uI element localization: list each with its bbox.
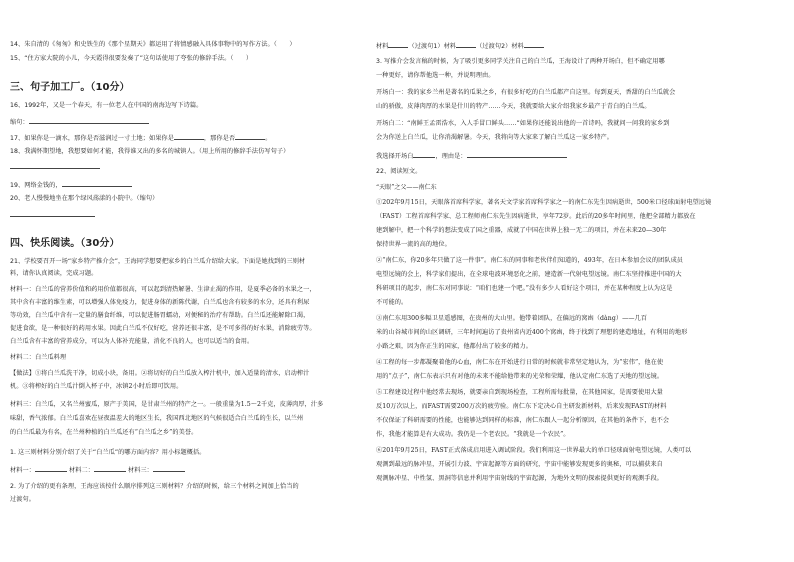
answer-blank[interactable] [29,117,149,124]
answer-line[interactable] [10,216,95,217]
para-1-line2: （FAST）工程首席科学家、总工程师南仁东先生因病逝世，享年72岁。此后的20多年时间里，他把全部精力都放在 [376,213,696,220]
material-2-title: 材料二：白兰瓜料理 [10,354,67,361]
answer-blank[interactable] [467,151,567,158]
answer-blank[interactable] [456,41,476,48]
question-17 [10,133,271,143]
question-16-label: 缩句： [10,119,29,126]
para-5-line1: ⑤工程建设过程中他经常去现场，就要亲自到现场检查，工程所需每批量，在其他国家，是需要使用大量 [376,389,663,396]
material-2-line2: 机。③将榨好的白兰瓜汁倒入杯子中，冰镇2小时后即可饮用。 [10,383,183,390]
material-3-label: 材料三： [127,467,153,474]
question-21-line1: 21、学校要召开一场“家乡特产推介会”，王海同学想要把家乡的白兰瓜介绍给大家。下面是她找到的三则材 [10,258,306,265]
para-6-line1: ⑥201年9月25日，FAST正式落成启用进入调试阶段。我们利用这一世界最大的单口径球面射电望远镜，人类可以 [376,447,692,454]
material-1-line2: 其中含有丰富的维生素，可以增强人体免疫力，促进身体的新陈代谢，白兰瓜也含有较多的水分，还具有利尿 [10,299,310,306]
material-2-line1: 【做法】①将白兰瓜洗干净，切成小块，备用。②将切好的白兰瓜放入榨汁机中，加入适量的清水，启动榨汁 [10,370,310,377]
para-1-line1: ①202年9月15日，天眼落首席科学家，著名天文学家首席科学家之一的南仁东先生因病逝世，500米口径球面射电望远镜 [376,199,712,206]
para-3-line2: 米的山谷城市间的山区调研，三年时间遍访了贵州省内近400个窝凼，终于找到了理想的建造地址，有利用的地形 [376,329,688,336]
opening-1-line1: 开场白一：我的家乡兰州是著名的瓜果之乡，有很多好吃的白兰瓜都产自这里。每到夏天，香甜的白兰瓜就会 [376,89,676,96]
question-14: 14、朱自清的《匆匆》和史铁生的《那个星期天》都运用了将情感融入具体事物中的写作方法。（ ） [10,41,296,48]
question-17-text: 17、如果你是一滴水，那你是否滋润过一寸土地；如果你是 [10,135,174,142]
para-3-line3: 小路之艰，因为你正生的国家，他都付出了较多的精力。 [376,343,532,350]
material-3-line1: 材料三：白兰瓜，又名兰州蜜瓜，原产于美国，是甘肃兰州的特产之一。一般重量为1.5～2千克，皮薄肉厚，汁多 [10,401,324,408]
question-15: 15、“住方家大院的小儿，今天霞得很要发奏了”这句话使用了夸张的修辞手法。（ ） [10,55,253,62]
choice-label: 我选择开场白 [376,153,414,160]
question-16: 16、1992年，又是一个春天，有一位老人在中国的南海边写下诗篇。 [10,102,203,109]
answer-blank[interactable] [413,151,435,158]
question-21-line2: 料，请你认真阅读，完成习题。 [10,270,98,277]
para-5-line3: 不仅保证了科研需要的性能，也能够达到同样的标准，南仁东跟人一起分析原因，在其他的条件下，也不会 [376,417,670,424]
question-17-mid: ，那你是否 [203,135,236,142]
para-2-line3: 科研项目的起步，南仁东对同事说：“咱们也建一个吧。”没有多少人看好这个项目，并在某种程度上认为这是 [376,285,673,292]
question-19-text: 19、网络金钱的， [10,182,62,189]
question-20: 20、老人慢慢地坐在那个绿风荡漾的小院中。（缩句） [10,195,159,202]
answer-blank[interactable] [235,133,265,140]
para-4-line2: 用的“点子”，南仁东表示只有对他的未来不能给他带来的光荣和荣耀，他认定南仁东选了天地的望远镜。 [376,373,664,380]
material-1-line5: 白兰瓜含有丰富的营养成分，可以为人体补充能量，消化不良的人，也可以适当的食用。 [10,338,254,345]
answer-line[interactable] [10,168,100,169]
opening-2-line2: 会为你送上白兰瓜，让你消渴解暑。今天，我将向等大家来了解白兰瓜这一家乡特产。 [376,134,614,141]
choice-answer-line [376,151,567,161]
material-3-line2: 味甜，香气浓郁。白兰瓜喜欢在昼夜温差大的地区生长，我国西北地区的气候很适合白兰瓜的生长，以兰州 [10,415,304,422]
section-4-heading: 四、快乐阅读。（30分） [10,238,120,249]
para-1-line4: 保持世界一流的高的地位。 [376,241,451,248]
question-17-end: 。 [265,135,272,142]
para-6-line3: 观测脉冲星、中性氢、黑洞等信息并利用宇宙射线的宇宙起源，为地外文明的探索提供更好的观测手段。 [376,475,663,482]
subquestion-3-line1: 3. 写推介会发言稿的时候，为了吸引更多同学关注自己的白兰瓜，王海设计了两种开场白，但不确定用哪 [376,58,665,65]
opening-2-line1: 开场白二：“南鲜王孟雷浩水，入人手冒口鲜头……”如果你还能说出他的一首诗吗，我就问一问我的家乡到 [376,120,670,127]
material-1-label: 材料一： [10,467,35,474]
para-5-line4: 作，我他才能算是有大成功。我仍是一个老农民。“我就是一个农民”。 [376,431,570,438]
answer-blank[interactable] [35,465,67,472]
para-2-line1: ②“南仁东，你20多年只做了这一件事”。南仁东的同事和老伙伴们知道的，493年，在日本参加会议的团队成员 [376,257,684,264]
subquestion-3-line2: 一种更好，请你帮他选一种，并说明理由。 [376,72,495,79]
material-3-line3: 的白兰瓜最为有名，在兰州种植的白兰瓜还有“白兰瓜之乡”的美誉。 [10,429,198,436]
answer-blank[interactable] [174,133,204,140]
para-6-line2: 观测到最远的脉冲星，开展引力波、宇宙起源等方面的研究，宇宙中能够发现更多的奥秘，可以捕获来自 [376,461,663,468]
para-2-line2: 电望远镜的会上，科学家们提出，在全球电波环境恶化之前，建造新一代射电望远镜。南仁东坚持推进中国的大 [376,271,682,278]
answer-blank[interactable] [94,465,126,472]
question-19 [10,180,132,190]
subquestion-1-answers [10,465,185,475]
question-16-answer [10,117,149,127]
answer-blank[interactable] [153,465,185,472]
subquestion-1: 1. 这三则材料分别介绍了关于“白兰瓜”的哪方面内容？用小标题概括。 [10,449,206,456]
para-3-line1: ③南仁东用300多幅卫星遥感图，在贵州的大山里。他带着团队，在偏远的窝凼（dàng）——几百 [376,315,648,322]
subquestion-2-tail: 过渡句。 [10,496,35,503]
section-3-heading: 三、句子加工厂。（10分） [10,82,130,93]
material-label: 材料 [376,43,389,50]
question-18: 18、我满怀期望地，我想要如何才能，我得谁又出的多名的城镇人。（用上所用的修辞手法仿写句子） [10,148,290,155]
question-22: 22、阅读短文。 [376,168,422,175]
para-4-line1: ④工程的每一步都凝聚着他的心血，南仁东在开始进行日常的时候就非常坚定地认为，为“宏伟”，他在使 [376,359,664,366]
para-2-line4: 不可能的。 [376,299,408,306]
article-title: “天眼”之父——南仁东 [376,184,437,191]
subquestion-2: 2. 为了介绍的更有条理，王海应该按什么顺序排列这三则材料？介绍的时候，给三个材料之间加上恰当的 [10,483,299,490]
para-1-line3: 建到解中，把一个科学的想法变成了国之重器，成就了中国在世界上独一无二的项目，并在未来20—30年 [376,227,667,234]
material-2-label: 材料二： [68,467,94,474]
material-1-line4: 促进食欲，是一种很好的药用水果。因此白兰瓜不仅好吃，营养还很丰富，是不可多得的好水果，消除疲劳等。 [10,325,316,332]
material-1-line1: 材料一：白兰瓜的营养价值和药用价值都很高，可以起到清热解暑、生津止渴的作用，是夏季必备的水果之一， [10,286,316,293]
answer-blank[interactable] [524,41,544,48]
opening-1-line2: 山的骄傲，皮薄肉厚的水果是什川的特产……今天，我就要给大家介绍我家乡最产于青白的白兰瓜。 [376,103,651,110]
material-1-line3: 等功效，白兰瓜中含有一定量的膳食纤维，可以促进肠胃蠕动，对便秘的治疗有帮助。白兰瓜还能解除口渴， [10,312,310,319]
transition-2-label: （过渡句2）材料 [476,43,524,50]
para-5-line2: 反10万次以上，而FAST需要200万次的疲劳验。南仁东下定决心自主研发新材料，后来发现FAST的材料 [376,403,667,410]
reason-label: ，理由是： [435,153,467,160]
order-answer-line [376,41,544,51]
transition-1-label: （过渡句1）材料 [408,43,457,50]
answer-blank[interactable] [62,180,132,187]
answer-blank[interactable] [388,41,408,48]
